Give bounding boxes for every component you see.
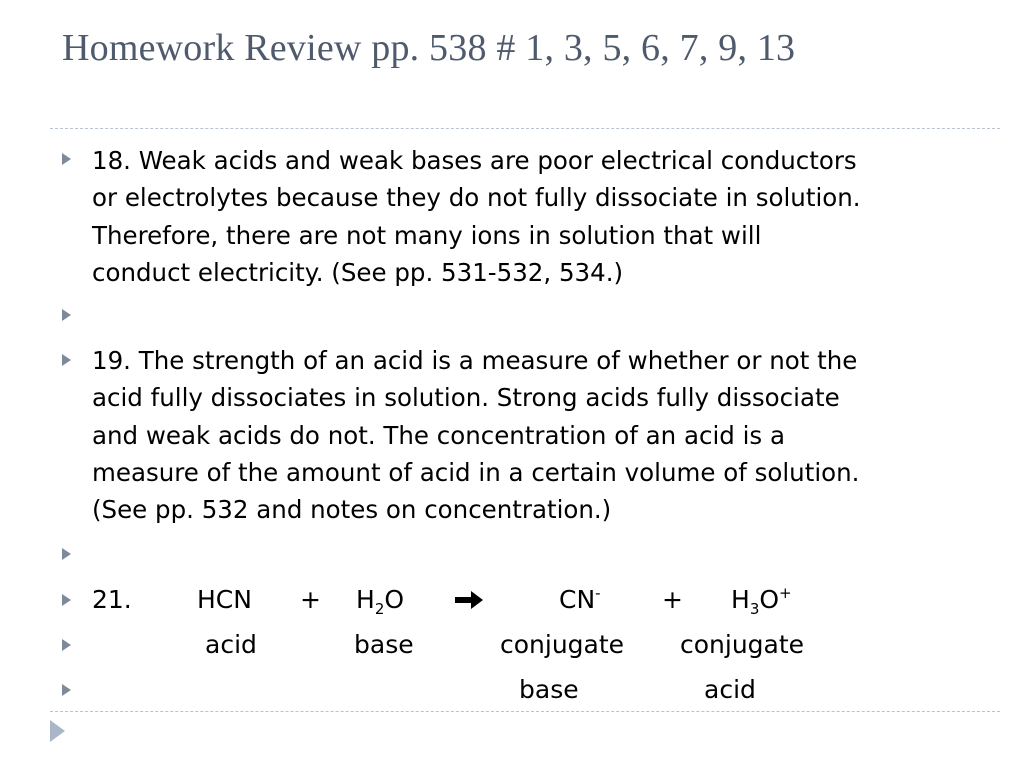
triangle-bullet-icon [62,309,71,321]
footer-divider [50,711,1000,712]
slide-corner-triangle-icon [50,720,65,742]
right-arrow-icon [453,590,485,610]
reactant-hcn: HCN [197,585,252,614]
answer-19: 19. The strength of an acid is a measure of whether or not the acid fully dissociates in solution. Strong acids fully dissociate and weak acids do not. The concentration of an acid is a measure of the amount of acid in a certain volume of solution. (See pp. 532 and notes on concentration.) [92,346,860,525]
triangle-bullet-icon [62,354,71,366]
triangle-bullet-icon [62,684,71,696]
product-cyanide: CN- [559,584,601,614]
triangle-bullet-icon [62,594,71,606]
answer-18: 18. Weak acids and weak bases are poor electrical conductors or electrolytes because they do not fully dissociate in solution. Therefore, there are not many ions in solution that will conduct electricity. (See pp. 531-532, 534.) [92,146,861,287]
label-acid: acid [205,630,257,659]
product-hydronium: $H_3O^+$ [731,584,792,618]
label-conjugate-1: conjugate [500,630,625,659]
triangle-bullet-icon [62,639,71,651]
label-conjugate-acid: acid [704,675,756,704]
reactant-water: $H_2O$ [356,585,405,618]
label-conjugate-2: conjugate [680,630,805,659]
title-divider [50,128,1000,129]
triangle-bullet-icon [62,153,71,165]
label-conjugate-base: base [519,675,579,704]
plus-sign: + [662,585,683,614]
triangle-bullet-icon [62,548,71,560]
equation-number: 21. [92,585,132,614]
label-base: base [354,630,414,659]
slide-title: Homework Review pp. 538 # 1, 3, 5, 6, 7, 9, 13 [62,27,796,69]
plus-sign: + [300,585,321,614]
